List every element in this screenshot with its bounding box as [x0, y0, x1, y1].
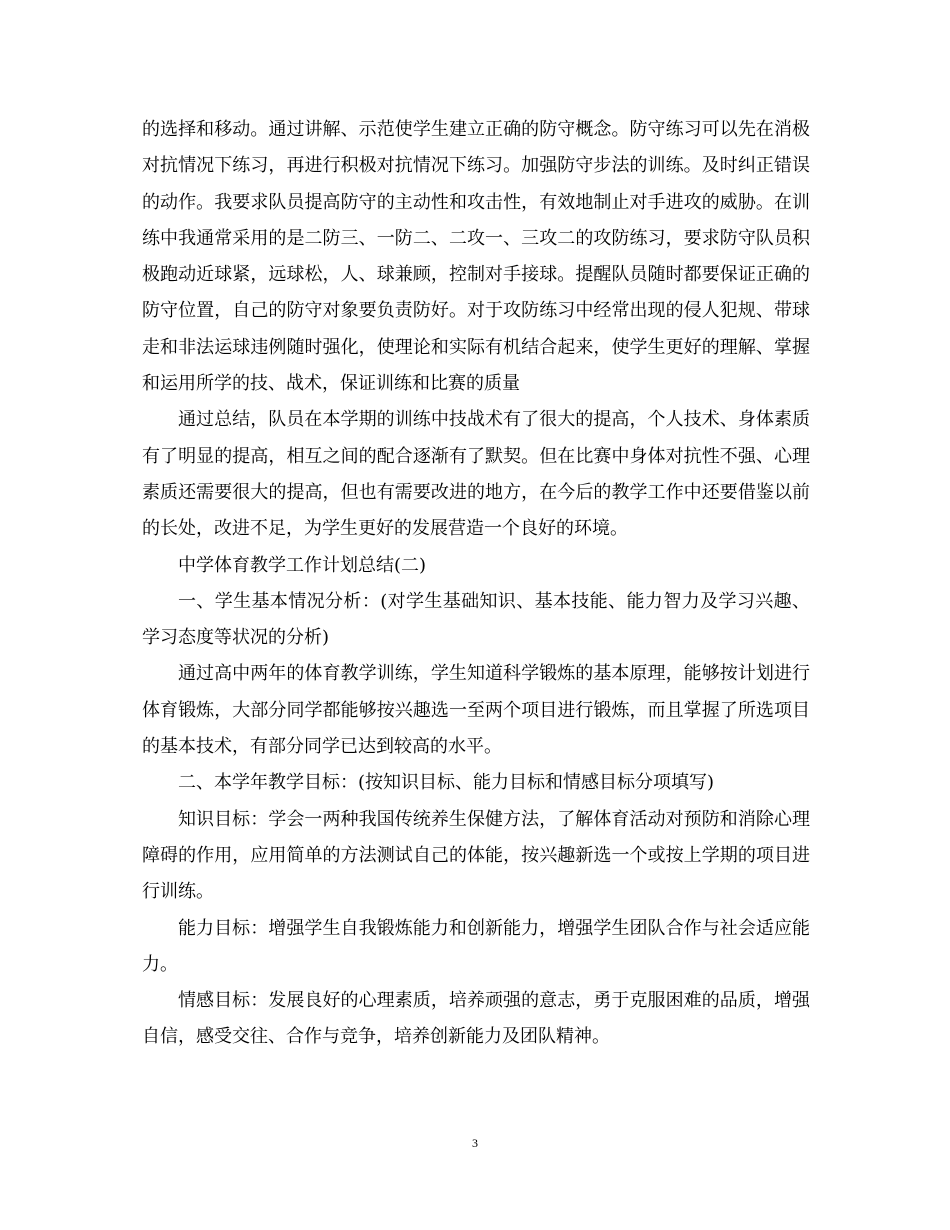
- paragraph-defense-training: 的选择和移动。通过讲解、示范使学生建立正确的防守概念。防守练习可以先在消极对抗情况下练习，再进行积极对抗情况下练习。加强防守步法的训练。及时纠正错误的动作。我要求队员提高防守的主动性和攻击性，有效地制止对手进攻的威胁。在训练中我通常采用的是二防三、一防二、二攻一、三攻二的攻防练习，要求防守队员积极跑动近球紧，远球松，人、球兼顾，控制对手接球。提醒队员随时都要保证正确的防守位置，自己的防守对象要负责防好。对于攻防练习中经常出现的侵人犯规、带球走和非法运球违例随时强化，使理论和实际有机结合起来，使学生更好的理解、掌握和运用所学的技、战术，保证训练和比赛的质量: [142, 119, 810, 395]
- paragraph-knowledge-goal: 知识目标：学会一两种我国传统养生保健方法，了解体育活动对预防和消除心理障碍的作用，应用简单的方法测试自己的体能，按兴趣新选一个或按上学期的项目进行训练。: [142, 808, 810, 903]
- paragraph-student-analysis: 通过高中两年的体育教学训练，学生知道科学锻炼的基本原理，能够按计划进行体育锻炼，大部分同学都能够按兴趣选一至两个项目进行锻炼，而且掌握了所选项目的基本技术，有部分同学已达到较高的水平。: [142, 663, 810, 758]
- paragraph-ability-goal: 能力目标：增强学生自我锻炼能力和创新能力，增强学生团队合作与社会适应能力。: [142, 917, 810, 975]
- paragraph-emotion-goal: 情感目标：发展良好的心理素质，培养顽强的意志，勇于克服困难的品质，增强自信，感受交往、合作与竞争，培养创新能力及团队精神。: [142, 990, 810, 1048]
- heading-teaching-goals: 二、本学年教学目标：(按知识目标、能力目标和情感目标分项填写): [178, 772, 715, 794]
- page-number: 3: [472, 1136, 478, 1150]
- paragraph-summary: 通过总结，队员在本学期的训练中技战术有了很大的提高，个人技术、身体素质有了明显的提高，相互之间的配合逐渐有了默契。但在比赛中身体对抗性不强、心理素质还需要很大的提高，但也有需要改进的地方，在今后的教学工作中还要借鉴以前的长处，改进不足，为学生更好的发展营造一个良好的环境。: [142, 409, 810, 540]
- heading-student-analysis: 一、学生基本情况分析：(对学生基础知识、基本技能、能力智力及学习兴趣、学习态度等状况的分析): [142, 590, 810, 649]
- document-body: [142, 112, 810, 1056]
- section-title: 中学体育教学工作计划总结(二): [178, 554, 427, 576]
